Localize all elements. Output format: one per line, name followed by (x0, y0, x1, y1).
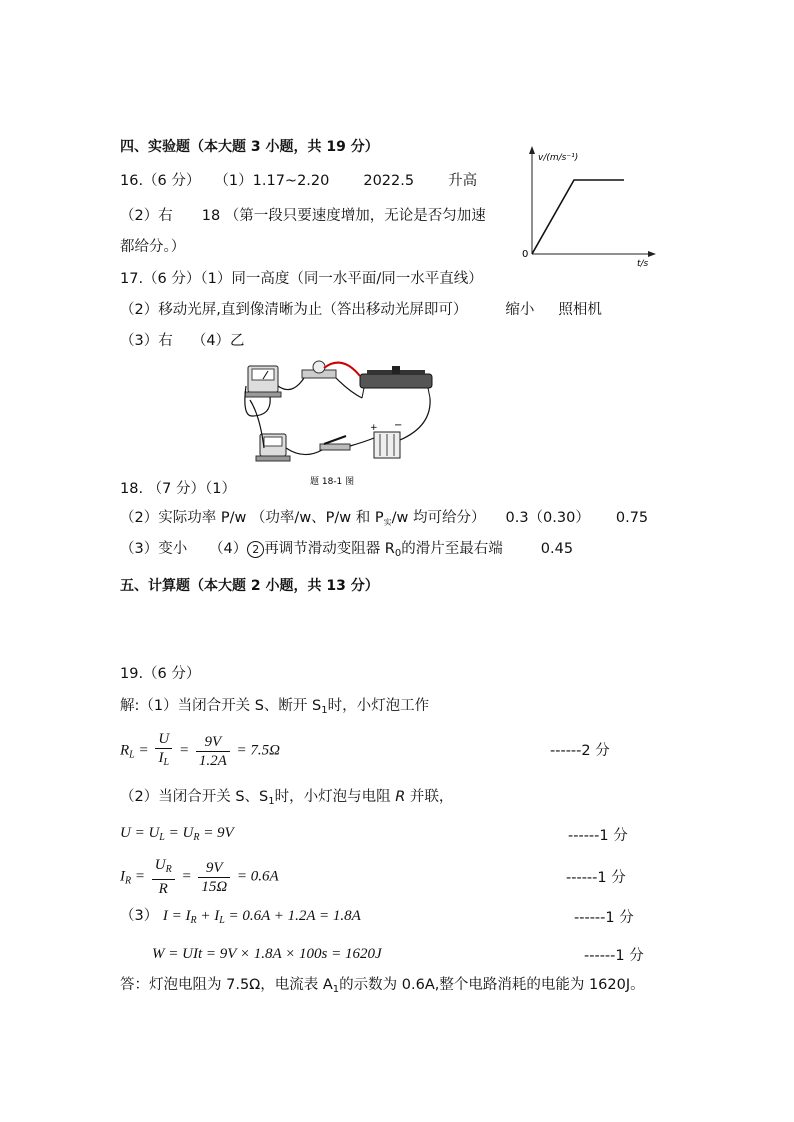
equation-1: $R_L$ = $\frac{U}{I_L}$ = $\frac{9V}{1.2A}$ = 7.5Ω (120, 730, 280, 772)
ammeter-icon (256, 434, 290, 461)
q16-line-2: （2）右 18 （第一段只要速度增加，无论是否匀加速 (120, 208, 486, 224)
q18-answer-2c: 0.3（0.30） (505, 510, 590, 526)
q17-answer-2b: 缩小 (505, 302, 535, 318)
q19-sol-a: 解:（1）当闭合开关 S、断开 S (120, 698, 322, 714)
q16-answer-1: （1）1.17~2.20 (214, 173, 330, 189)
equation-2: $U = U_L = U_R = 9V$ (120, 825, 234, 843)
q18-answer-3b: 再调节滑动变阻器 R (264, 541, 395, 557)
q18-answer-2b: /w 均可给分） (391, 510, 486, 526)
q16-line-1 (120, 171, 477, 191)
part2-a: （2）当闭合开关 S、S (120, 789, 269, 805)
q18-sub-shi: 实 (383, 518, 392, 527)
q16-line-3: 都给分。） (120, 239, 186, 255)
q19-sol-b: 时，小灯泡工作 (327, 698, 430, 714)
q16-answer-3: 升高 (448, 173, 478, 189)
q18-line-2 (120, 508, 648, 533)
equation-3: $I_R$ = $\frac{U_R}{R}$ = $\frac{9V}{15\Omega}$ = 0.6A (120, 857, 279, 897)
q19-head: 19.（6 分） (120, 666, 201, 682)
battery-icon (370, 420, 402, 458)
q17-line-3: （3）右 （4）乙 (120, 333, 245, 349)
q18-answer-3a: （3）变小 （4） (120, 541, 248, 557)
eq1-frac-1: $\frac{U}{I_L}$ (155, 730, 172, 772)
q17-answer-2c: 照相机 (558, 302, 602, 318)
q18-answer-3c: 的滑片至最右端 (401, 541, 503, 557)
part2-sub: 1 (268, 796, 275, 807)
part2-c: 并联， (409, 789, 454, 805)
section-4-title: 四、实验题（本大题 3 小题，共 19 分） (120, 139, 379, 155)
q17-line-1: 17.（6 分）（1）同一高度（同一水平面/同一水平直线） (120, 271, 483, 287)
eq1-lhs: R (120, 742, 130, 759)
eq1-rhs: = 7.5Ω (236, 742, 280, 759)
q17-answer-2a: （2）移动光屏,直到像清晰为止（答出移动光屏即可） (120, 302, 468, 318)
circuit-figure (242, 356, 442, 490)
answer-sub: 1 (332, 984, 340, 995)
figure-caption: 题 18-1 图 (310, 477, 355, 487)
equation-5: W = UIt = 9V × 1.8A × 100s = 1620J (152, 946, 382, 962)
svg-text:−: − (394, 420, 403, 431)
eq1-lhs-sub: L (129, 749, 135, 761)
eq4-score: ------1 分 (574, 910, 634, 926)
q19-sol-sub: 1 (321, 705, 328, 716)
eq3-frac-1: $\frac{U_R}{R}$ (152, 856, 175, 898)
eq3-score: ------1 分 (566, 870, 626, 886)
eq4-label: （3） (120, 908, 159, 924)
graph-x-label: t/s (637, 259, 649, 269)
q18-answer-3d: 0.45 (540, 541, 574, 557)
rheostat-icon (360, 366, 432, 398)
q19-part-2 (120, 787, 453, 812)
q19-solution-line (120, 696, 429, 721)
q18-answer-2d: 0.75 (615, 510, 649, 526)
q16-answer-2: 2022.5 (363, 173, 415, 189)
voltmeter-icon (245, 366, 281, 397)
graph-y-arrow (529, 146, 535, 154)
q18-line-1: 18. （7 分）（1） (120, 481, 236, 497)
q19-answer (120, 975, 645, 1000)
svg-text:+: + (370, 423, 378, 433)
q17-line-2 (120, 300, 602, 320)
part2-b: 时，小灯泡与电阻 (274, 789, 391, 805)
section-5-title: 五、计算题（本大题 2 小题，共 13 分） (120, 578, 379, 594)
part2-r: R (395, 789, 406, 805)
graph-y-label: v/(m/s⁻¹) (538, 153, 579, 163)
switch-icon (320, 436, 350, 450)
q16-head: 16.（6 分） (120, 173, 201, 189)
q18-line-3 (120, 539, 573, 564)
graph-origin: 0 (522, 249, 529, 260)
velocity-time-graph (512, 142, 662, 270)
circled-number: 2 (247, 541, 264, 558)
equation-4: （3） $I = I_R + I_L = 0.6A + 1.2A = 1.8A$ (120, 908, 361, 926)
eq2-score: ------1 分 (568, 828, 628, 844)
eq1-frac-2: $\frac{9V}{1.2A}$ (196, 733, 230, 770)
graph-x-arrow (648, 251, 656, 257)
graph-velocity-line (532, 180, 624, 254)
q18-sub-0: 0 (394, 548, 402, 559)
eq3-frac-2: $\frac{9V}{15\Omega}$ (198, 859, 230, 896)
q18-answer-2a: （2）实际功率 P/w （功率/w、P/w 和 P (120, 510, 384, 526)
answer-b: 的示数为 0.6A,整个电路消耗的电能为 1620J。 (339, 977, 645, 993)
eq1-score: ------2 分 (550, 743, 610, 759)
eq5-score: ------1 分 (584, 948, 644, 964)
answer-a: 答：灯泡电阻为 7.5Ω，电流表 A (120, 977, 333, 993)
